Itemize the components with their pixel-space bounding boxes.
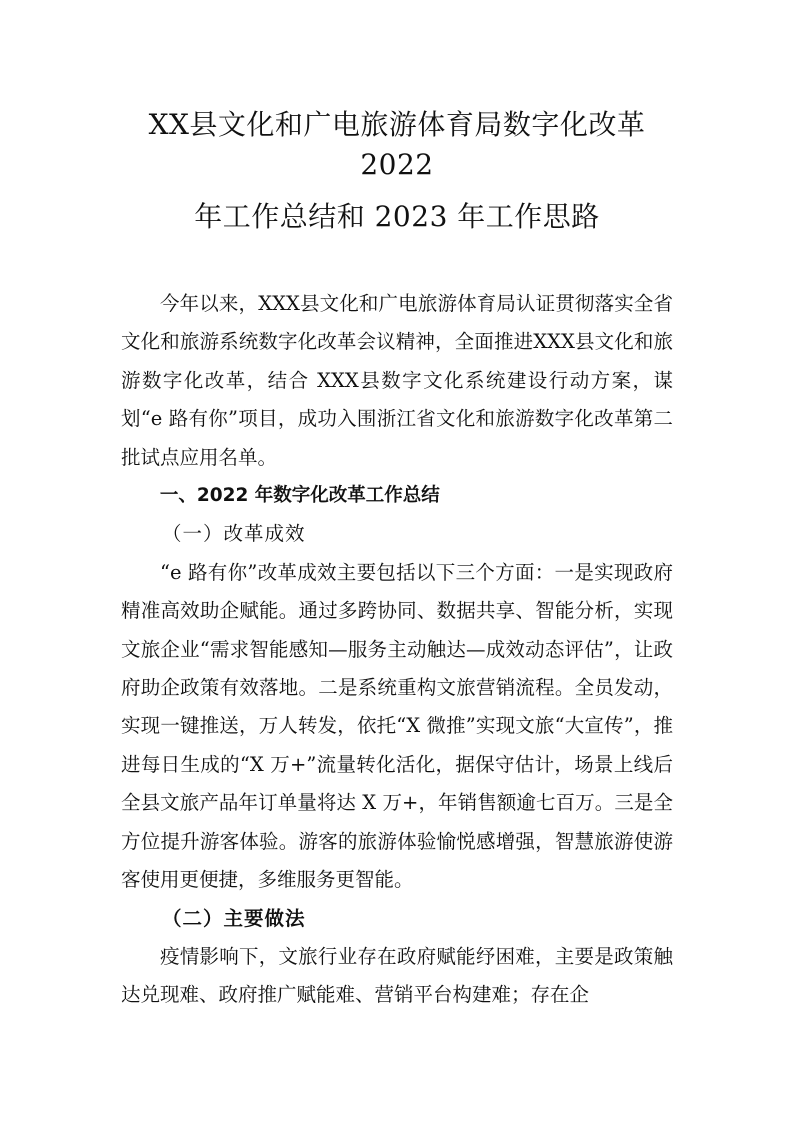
subsection-1-paragraph: “e 路有你”改革成效主要包括以下三个方面：一是实现政府精准高效助企赋能。通过多跨协同、数据共享、智能分析，实现文旅企业“需求智能感知—服务主动触达—成效动态评估”，让政府助企政策有效落地。二是系统重构文旅营销流程。全员发动，实现一键推送，万人转发，依托“X 微推”实现文旅“大宣传”，推进每日生成的“X 万+”流量转化活化，据保守估计，场景上线后全县文旅产品年订单量将达 X 万+，年销售额逾七百万。三是全方位提升游客体验。游客的旅游体验愉悦感增强，智慧旅游使游客使用更便捷，多维服务更智能。 xyxy=(121,560,673,892)
document-title-line-3: 年工作总结和 2023 年工作思路 xyxy=(194,200,600,233)
document-title-line-1: XX县文化和广电旅游体育局数字化改革 xyxy=(148,108,646,141)
document-body xyxy=(121,285,673,1015)
subsection-2-heading: （二）主要做法 xyxy=(161,906,306,930)
intro-paragraph: 今年以来，XXX县文化和广电旅游体育局认证贯彻落实全省文化和旅游系统数字化改革会议精神，全面推进XXX县文化和旅游数字化改革，结合 XXX县数字文化系统建设行动方案，谋划“e 路有你”项目，成功入围浙江省文化和旅游数字化改革第二批试点应用名单。 xyxy=(121,292,673,469)
subsection-2-paragraph: 疫情影响下，文旅行业存在政府赋能纾困难，主要是政策触达兑现难、政府推广赋能难、营销平台构建难；存在企 xyxy=(121,944,673,1007)
document-title-line-2: 2022 xyxy=(360,148,434,181)
subsection-1-heading: （一）改革成效 xyxy=(161,522,306,546)
section-1-heading: 一、2022 年数字化改革工作总结 xyxy=(159,485,440,507)
